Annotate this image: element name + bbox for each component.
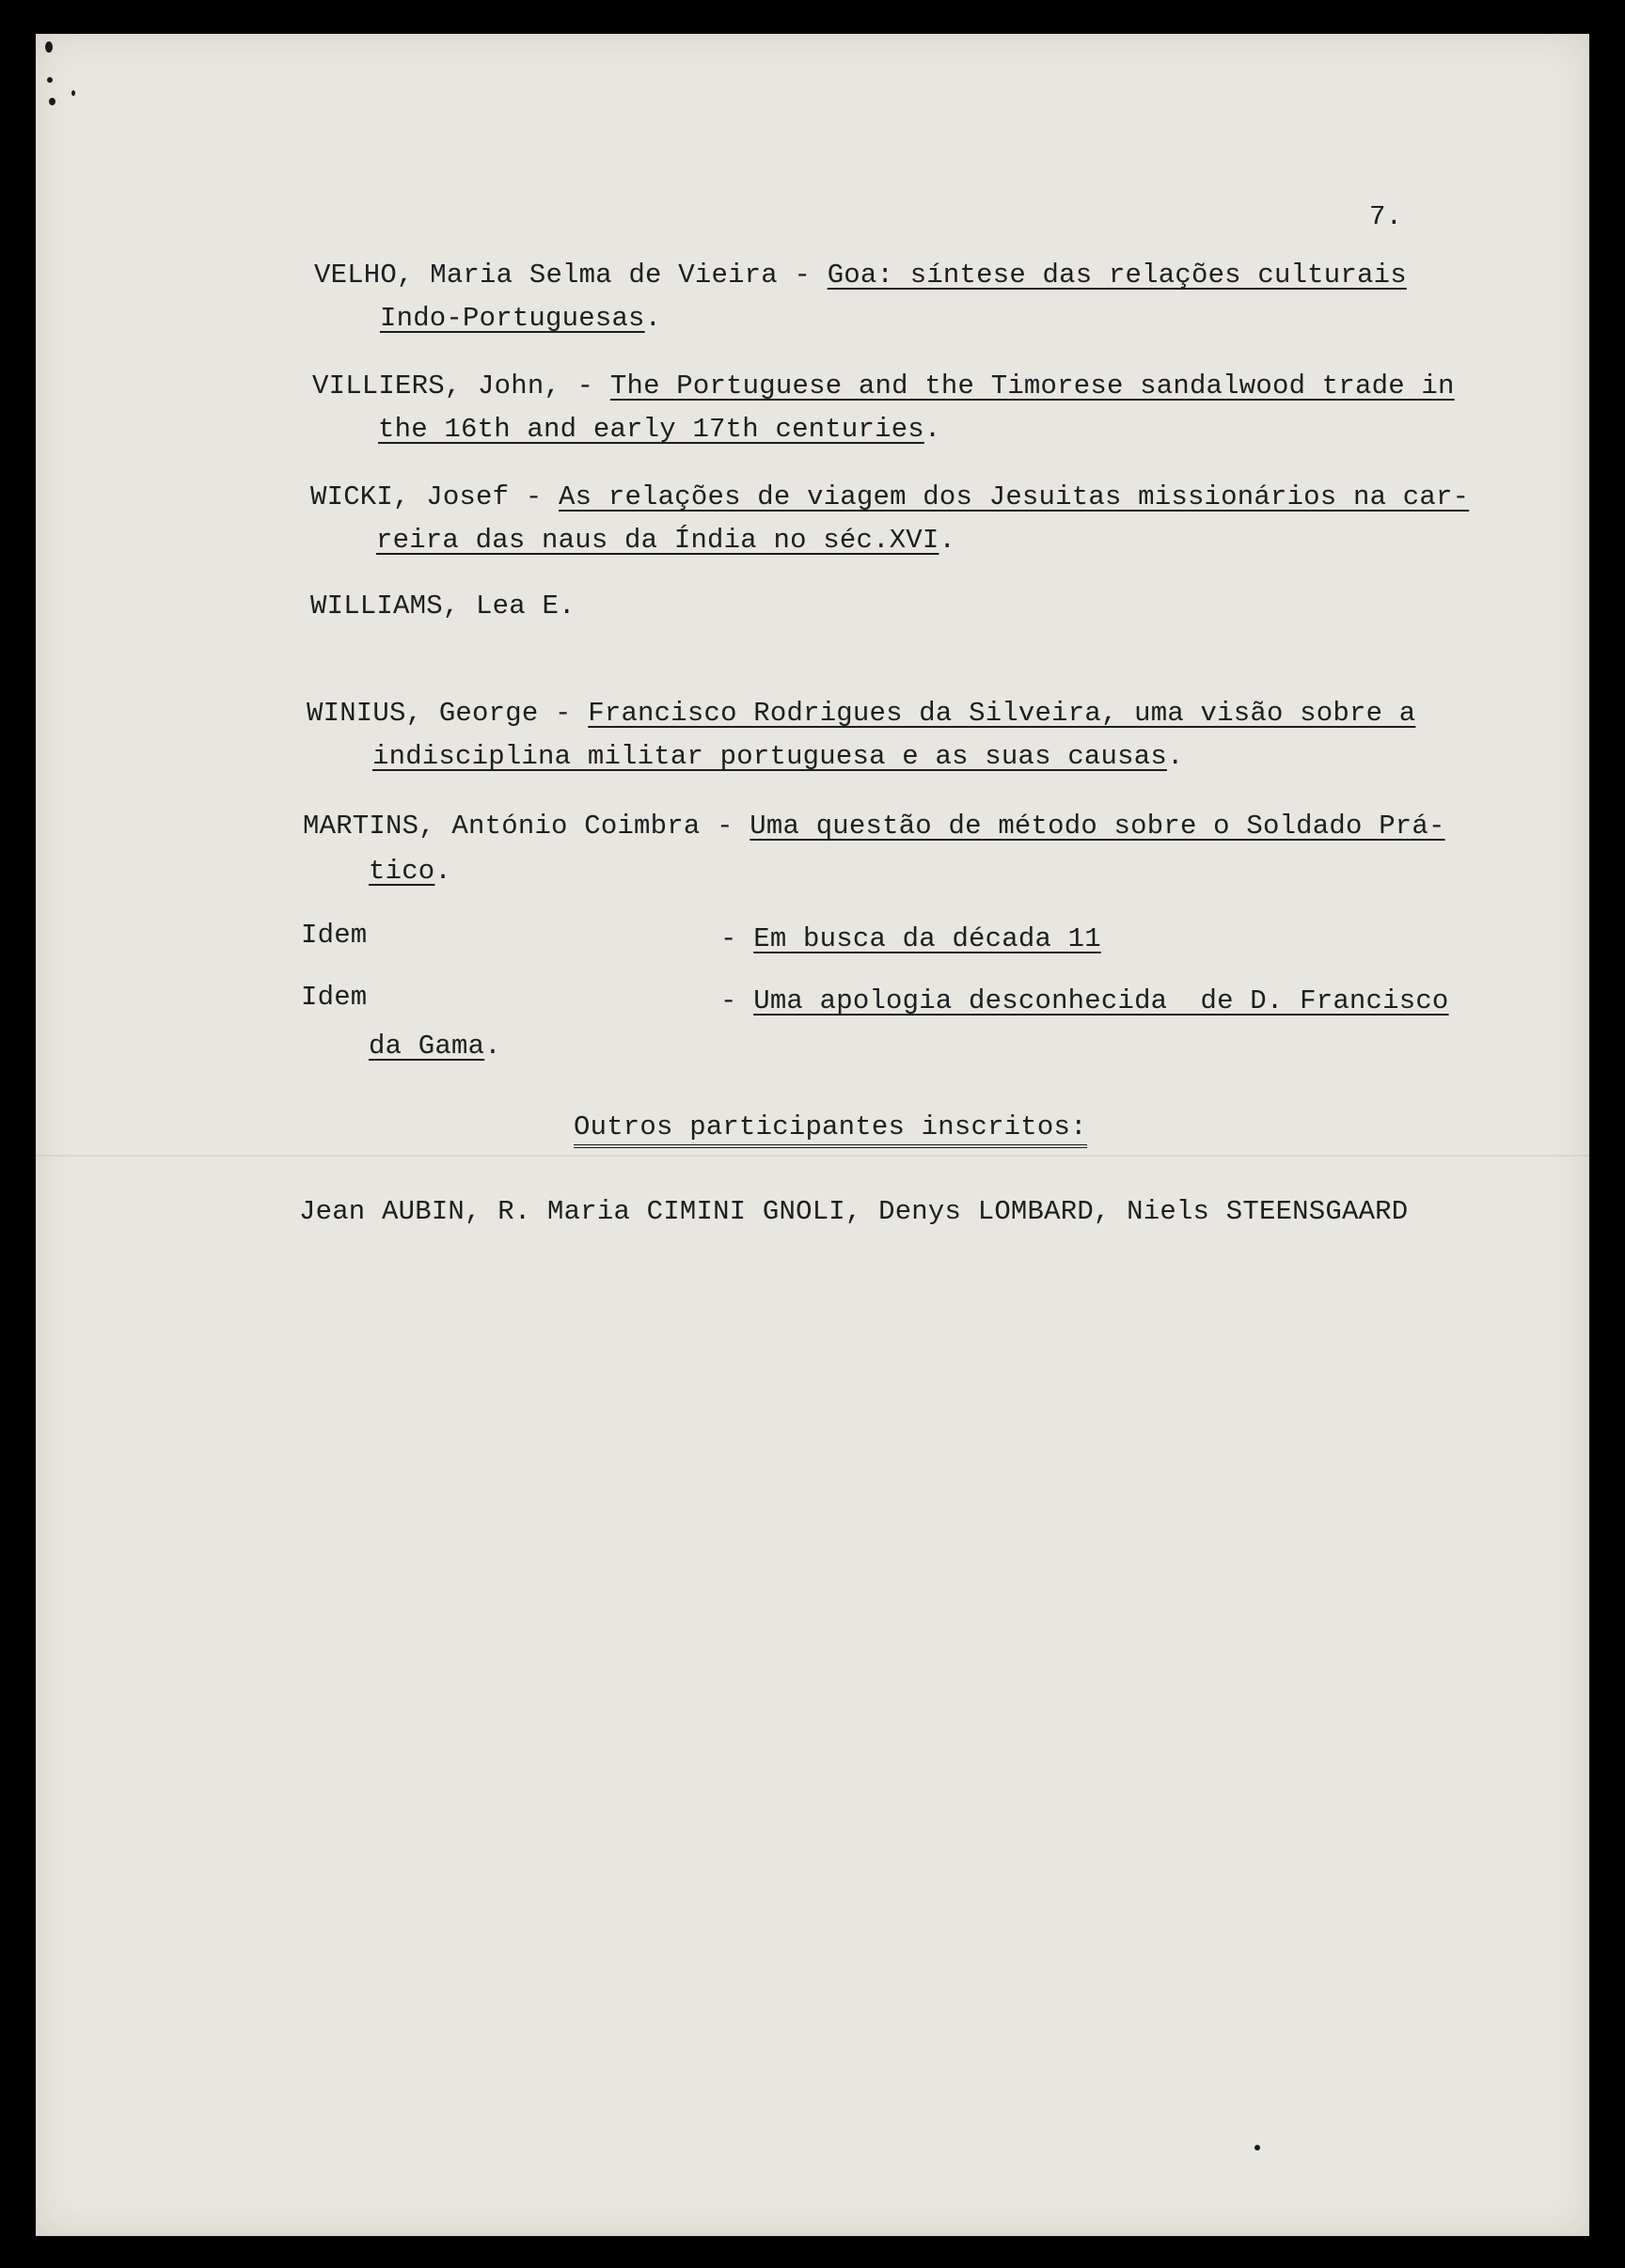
entry-title: the 16th and early 17th centuries bbox=[378, 414, 924, 445]
entry-end: . bbox=[939, 525, 956, 556]
others-list: Jean AUBIN, R. Maria CIMINI GNOLI, Denys LOMBARD, Niels STEENSGAARD bbox=[299, 1196, 1409, 1227]
entry-end: . bbox=[484, 1031, 501, 1062]
paper-fold bbox=[36, 1155, 1589, 1158]
bib-entry-title bbox=[720, 985, 1449, 1017]
bib-entry-cont bbox=[372, 741, 1184, 773]
punch-hole bbox=[1254, 2145, 1260, 2150]
bib-entry bbox=[314, 260, 1407, 291]
entry-end: . bbox=[644, 303, 662, 334]
bib-entry-cont bbox=[369, 1031, 501, 1063]
entry-author: Idem bbox=[301, 982, 368, 1013]
entry-title: Uma questão de método sobre o Soldado Prá- bbox=[749, 811, 1445, 842]
punch-hole bbox=[49, 98, 55, 105]
entry-title: Indo-Portuguesas bbox=[380, 303, 645, 334]
entry-author: Idem bbox=[301, 920, 368, 951]
page-number: 7. bbox=[1369, 201, 1403, 232]
entry-title: indisciplina militar portuguesa e as suas causas bbox=[372, 741, 1167, 772]
entry-title: Em busca da década 11 bbox=[753, 923, 1101, 954]
entry-author: VILLIERS, John, - bbox=[312, 370, 610, 402]
entry-author: WICKI, Josef - bbox=[310, 481, 560, 512]
entry-dash: - bbox=[720, 923, 754, 954]
others-heading-text: Outros participantes inscritos: bbox=[574, 1111, 1087, 1148]
entry-end: . bbox=[923, 414, 941, 445]
bib-entry bbox=[310, 481, 1469, 513]
entry-title: da Gama bbox=[369, 1031, 485, 1062]
bib-entry-cont bbox=[369, 856, 451, 888]
entry-author: VELHO, Maria Selma de Vieira - bbox=[314, 260, 828, 291]
entry-author: WILLIAMS, Lea E. bbox=[310, 591, 576, 622]
entry-author: MARTINS, António Coimbra - bbox=[303, 811, 750, 842]
entry-title: The Portuguese and the Timorese sandalwood trade in bbox=[609, 370, 1455, 402]
punch-hole bbox=[47, 77, 53, 83]
others-heading bbox=[574, 1111, 1087, 1143]
bib-entry-title bbox=[720, 923, 1101, 955]
punch-hole bbox=[45, 41, 53, 53]
bib-entry-cont bbox=[380, 303, 661, 335]
entry-end: . bbox=[1166, 741, 1184, 772]
entry-title: Uma apologia desconhecida de D. Francisco bbox=[753, 985, 1449, 1016]
bib-entry-cont bbox=[378, 414, 941, 446]
bib-entry-cont bbox=[376, 525, 955, 557]
entry-author: WINIUS, George - bbox=[307, 698, 589, 729]
entry-title: Francisco Rodrigues da Silveira, uma visão sobre a bbox=[588, 698, 1416, 729]
entry-dash: - bbox=[720, 985, 754, 1016]
entry-end: . bbox=[434, 856, 452, 887]
bib-entry bbox=[307, 698, 1415, 730]
entry-title: Goa: síntese das relações culturais bbox=[827, 260, 1407, 291]
document-page bbox=[36, 34, 1589, 2236]
entry-title: tico bbox=[369, 856, 435, 887]
entry-title: As relações de viagem dos Jesuitas missionários na car- bbox=[559, 481, 1470, 512]
bib-entry bbox=[301, 920, 367, 952]
bib-entry bbox=[312, 370, 1455, 402]
bib-entry bbox=[303, 811, 1445, 843]
punch-hole bbox=[71, 90, 75, 96]
bib-entry bbox=[301, 982, 367, 1014]
bib-entry bbox=[310, 591, 576, 622]
entry-title: reira das naus da Índia no séc.XVI bbox=[376, 525, 939, 556]
